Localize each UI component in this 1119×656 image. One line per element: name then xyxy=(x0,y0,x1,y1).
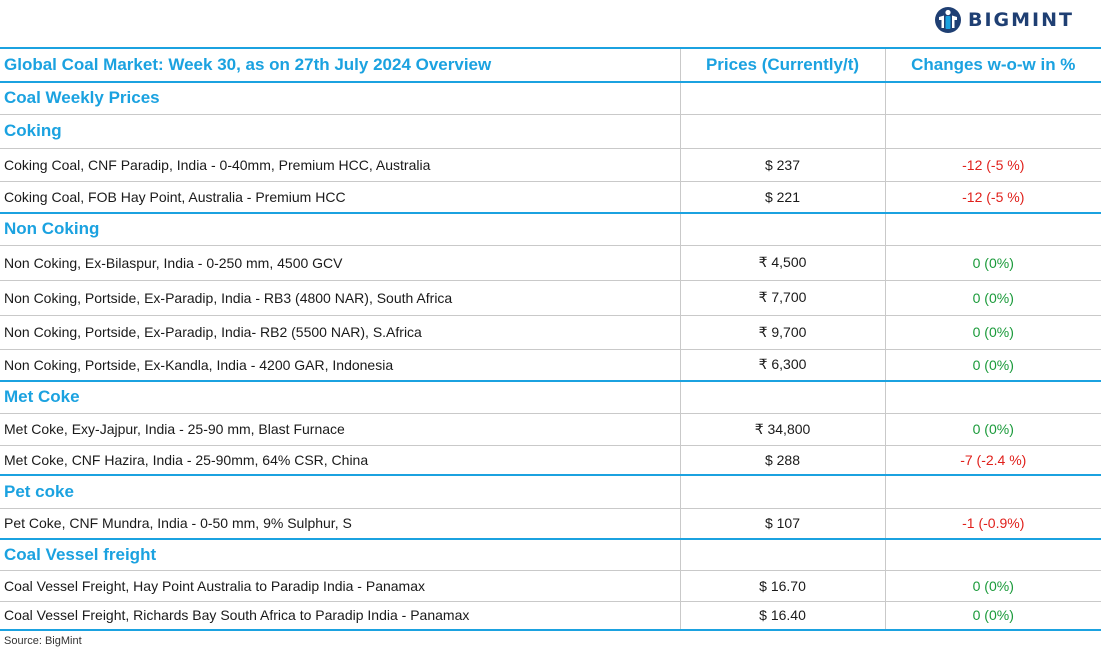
price-cell: ₹ 34,800 xyxy=(680,413,885,445)
section-non-coking xyxy=(0,213,1101,245)
change-cell: 0 (0%) xyxy=(885,245,1101,280)
product-name: Non Coking, Portside, Ex-Kandla, India - 4200 GAR, Indonesia xyxy=(0,349,680,381)
table-row xyxy=(0,601,1101,630)
section-coking xyxy=(0,114,1101,148)
change-cell: 0 (0%) xyxy=(885,413,1101,445)
price-cell: $ 16.40 xyxy=(680,601,885,630)
header-price: Prices (Currently/t) xyxy=(680,48,885,82)
change-cell: -7 (-2.4 %) xyxy=(885,445,1101,475)
section-met-coke xyxy=(0,381,1101,413)
section-coal-weekly-prices xyxy=(0,82,1101,114)
product-name: Coal Vessel Freight, Richards Bay South Africa to Paradip India - Panamax xyxy=(0,601,680,630)
change-cell: 0 (0%) xyxy=(885,280,1101,315)
table-row xyxy=(0,181,1101,213)
product-name: Pet Coke, CNF Mundra, India - 0-50 mm, 9% Sulphur, S xyxy=(0,508,680,539)
product-name: Coal Vessel Freight, Hay Point Australia to Paradip India - Panamax xyxy=(0,570,680,601)
brand-name: BIGMINT xyxy=(968,9,1074,31)
product-name: Met Coke, CNF Hazira, India - 25-90mm, 64% CSR, China xyxy=(0,445,680,475)
change-cell: -12 (-5 %) xyxy=(885,181,1101,213)
change-cell: 0 (0%) xyxy=(885,315,1101,349)
price-cell: $ 221 xyxy=(680,181,885,213)
change-cell: 0 (0%) xyxy=(885,601,1101,630)
coal-price-table xyxy=(0,47,1101,631)
table-row xyxy=(0,570,1101,601)
product-name: Coking Coal, CNF Paradip, India - 0-40mm, Premium HCC, Australia xyxy=(0,148,680,181)
price-cell: $ 107 xyxy=(680,508,885,539)
table-row xyxy=(0,280,1101,315)
price-cell: ₹ 9,700 xyxy=(680,315,885,349)
header-title: Global Coal Market: Week 30, as on 27th July 2024 Overview xyxy=(0,48,680,82)
change-cell: 0 (0%) xyxy=(885,349,1101,381)
price-cell: $ 237 xyxy=(680,148,885,181)
change-cell: -1 (-0.9%) xyxy=(885,508,1101,539)
table-row xyxy=(0,315,1101,349)
table-header-row xyxy=(0,48,1101,82)
section-label: Non Coking xyxy=(0,213,680,245)
section-coal-vessel-freight xyxy=(0,539,1101,570)
section-label: Coal Weekly Prices xyxy=(0,82,680,114)
header-change: Changes w-o-w in % xyxy=(885,48,1101,82)
change-cell: -12 (-5 %) xyxy=(885,148,1101,181)
product-name: Met Coke, Exy-Jajpur, India - 25-90 mm, Blast Furnace xyxy=(0,413,680,445)
product-name: Coking Coal, FOB Hay Point, Australia - Premium HCC xyxy=(0,181,680,213)
table-row xyxy=(0,445,1101,475)
product-name: Non Coking, Ex-Bilaspur, India - 0-250 mm, 4500 GCV xyxy=(0,245,680,280)
table-row xyxy=(0,148,1101,181)
price-cell: ₹ 4,500 xyxy=(680,245,885,280)
price-cell: $ 16.70 xyxy=(680,570,885,601)
source-note: Source: BigMint xyxy=(4,635,82,647)
brand-logo xyxy=(934,6,1074,34)
change-cell: 0 (0%) xyxy=(885,570,1101,601)
section-label: Coking xyxy=(0,114,680,148)
price-cell: ₹ 7,700 xyxy=(680,280,885,315)
table-row xyxy=(0,508,1101,539)
price-cell: ₹ 6,300 xyxy=(680,349,885,381)
section-pet-coke xyxy=(0,475,1101,508)
product-name: Non Coking, Portside, Ex-Paradip, India - RB3 (4800 NAR), South Africa xyxy=(0,280,680,315)
table-row xyxy=(0,349,1101,381)
table-row xyxy=(0,413,1101,445)
section-label: Met Coke xyxy=(0,381,680,413)
price-cell: $ 288 xyxy=(680,445,885,475)
bigmint-logo-icon xyxy=(934,6,962,34)
product-name: Non Coking, Portside, Ex-Paradip, India- RB2 (5500 NAR), S.Africa xyxy=(0,315,680,349)
table-row xyxy=(0,245,1101,280)
section-label: Pet coke xyxy=(0,475,680,508)
section-label: Coal Vessel freight xyxy=(0,539,680,570)
